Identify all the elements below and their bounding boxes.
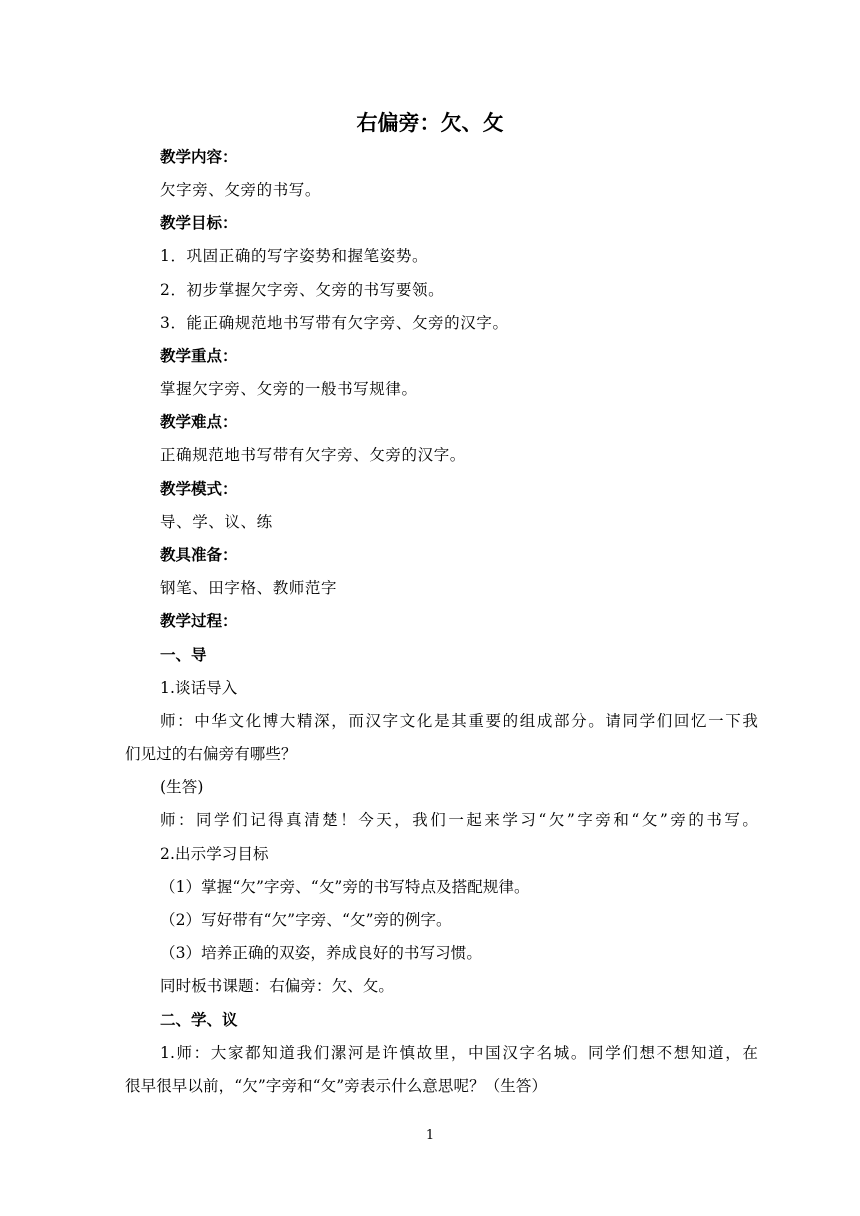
section-1-goal-3: （3）培养正确的双姿，养成良好的书写习惯。 [160, 944, 482, 962]
goal-item-2: 2．初步掌握欠字旁、攵旁的书写要领。 [160, 281, 445, 299]
section-1-paragraph-2: 师：同学们记得真清楚！今天，我们一起来学习“欠”字旁和“攵”旁的书写。 [160, 811, 758, 829]
section-1-heading: 一、导 [160, 646, 207, 664]
goal-item-1: 1．巩固正确的写字姿势和握笔姿势。 [160, 247, 429, 265]
goals-heading: 教学目标： [160, 214, 238, 232]
section-2-heading: 二、学、议 [160, 1011, 238, 1029]
page-number: 1 [425, 1128, 435, 1143]
section-1-goal-1: （1）掌握“欠”字旁、“攵”旁的书写特点及搭配规律。 [160, 878, 530, 896]
section-1-item-2: 2.出示学习目标 [160, 845, 269, 863]
difficulty-text: 正确规范地书写带有欠字旁、攵旁的汉字。 [160, 446, 466, 464]
tools-text: 钢笔、田字格、教师范字 [160, 579, 338, 597]
section-1-board-note: 同时板书课题：右偏旁：欠、攵。 [160, 977, 395, 995]
section-1-paragraph-1-line-1: 师：中华文化博大精深，而汉字文化是其重要的组成部分。请同学们回忆一下我 [160, 712, 758, 730]
goal-item-3: 3．能正确规范地书写带有欠字旁、攵旁的汉字。 [160, 314, 509, 332]
section-1-item-1: 1.谈话导入 [160, 679, 238, 697]
section-1-paragraph-1-line-2: 们见过的右偏旁有哪些？ [125, 745, 297, 763]
section-2-paragraph-1-line-2: 很早很早以前，“欠”字旁和“攵”旁表示什么意思呢？（生答） [125, 1077, 548, 1095]
content-text: 欠字旁、攵旁的书写。 [160, 181, 322, 199]
section-2-paragraph-1-line-1: 1.师：大家都知道我们漯河是许慎故里，中国汉字名城。同学们想不想知道，在 [160, 1044, 758, 1062]
tools-heading: 教具准备： [160, 546, 238, 564]
section-1-answer: (生答) [160, 778, 204, 796]
process-heading: 教学过程： [160, 612, 238, 630]
mode-text: 导、学、议、练 [160, 513, 273, 531]
document-title: 右偏旁：欠、攵 [356, 111, 504, 135]
difficulty-heading: 教学难点： [160, 413, 238, 431]
content-heading: 教学内容： [160, 148, 238, 166]
section-1-goal-2: （2）写好带有“欠”字旁、“攵”旁的例字。 [160, 911, 452, 929]
mode-heading: 教学模式： [160, 480, 238, 498]
keypoint-heading: 教学重点： [160, 347, 238, 365]
keypoint-text: 掌握欠字旁、攵旁的一般书写规律。 [160, 380, 418, 398]
